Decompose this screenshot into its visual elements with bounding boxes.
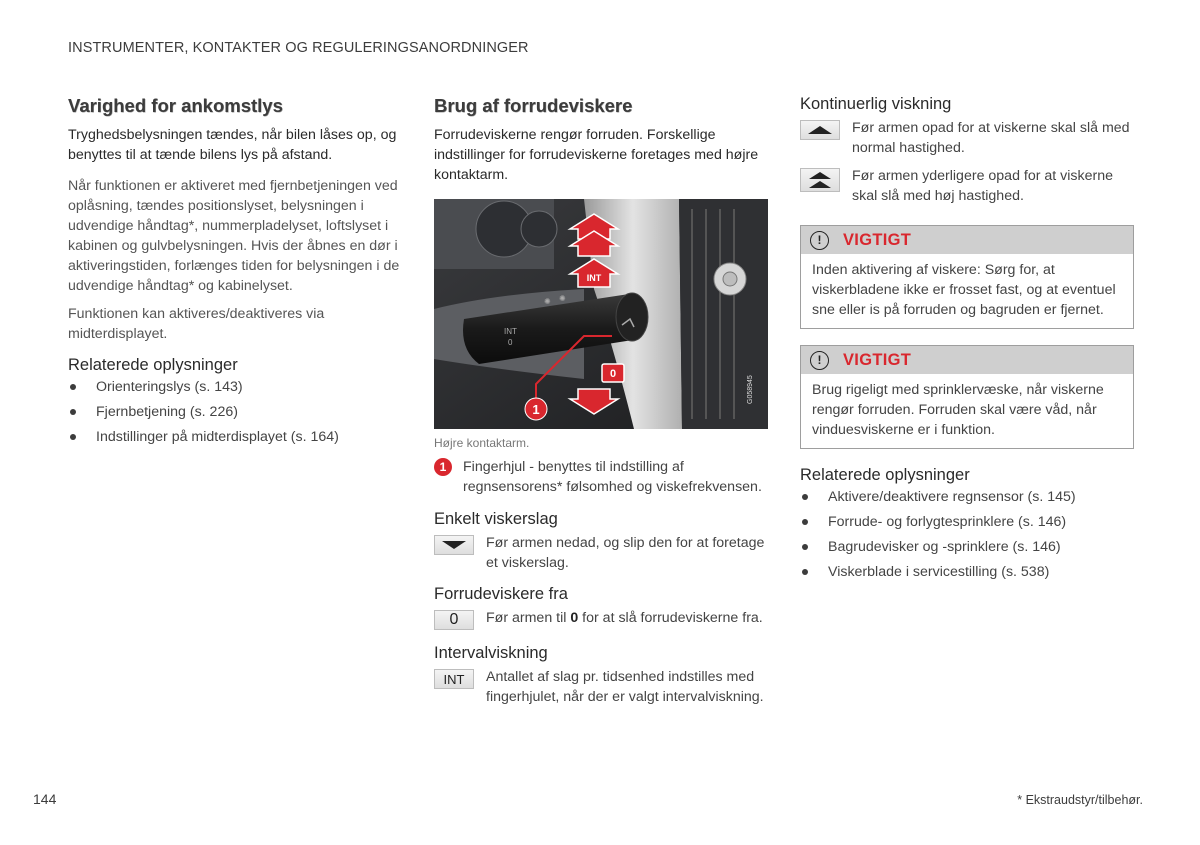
wiper-stalk-illustration — [434, 199, 768, 429]
svg-text:✺: ✺ — [559, 294, 566, 303]
photo-callout-number: 1 — [532, 402, 540, 417]
warning-title: VIGTIGT — [843, 230, 912, 249]
svg-text:INT: INT — [504, 327, 517, 336]
related-heading: Relaterede oplysninger — [68, 356, 238, 374]
column-continuous — [800, 95, 1134, 587]
normal-speed-row — [800, 118, 1134, 158]
column-wipers — [434, 95, 769, 707]
normal-speed-text: Før armen opad for at viskerne skal slå med normal hastighed. — [852, 120, 1130, 156]
warning-header — [801, 226, 1133, 254]
related-link[interactable]: Aktivere/deaktivere regnsensor (s. 145) — [800, 487, 1134, 507]
wiper-off-row — [434, 608, 769, 632]
section-heading: Brug af forrudeviskere — [434, 95, 633, 116]
lead-paragraph: Tryghedsbelysningen tændes, når bilen låses op, og benyttes til at tænde bilens lys på afstand. — [68, 127, 397, 163]
svg-text:0: 0 — [508, 338, 513, 347]
warning-box — [800, 345, 1134, 449]
callout-text: Fingerhjul - benyttes til indstilling af regnsensorens* følsomhed og viskefrekvensen. — [463, 459, 762, 495]
image-code: G058945 — [747, 375, 754, 404]
zero-symbol: 0 — [434, 610, 474, 630]
callout-number: 1 — [434, 458, 452, 476]
warning-text: Inden aktivering af viskere: Sørg for, at viskerbladene ikke er frosset fast, og at eventuel sne eller is på forruden og bagruden er fjernet. — [812, 262, 1116, 318]
single-wipe-text: Før armen nedad, og slip den for at foretage et viskerslag. — [486, 535, 765, 571]
related-list — [800, 487, 1134, 582]
lead-paragraph: Forrudeviskerne rengør forruden. Forskellige indstillinger for forrudeviskerne foretages med højre kontaktarm. — [434, 127, 759, 183]
wiper-off-heading: Forrudeviskere fra — [434, 585, 568, 603]
related-link[interactable]: Orienteringslys (s. 143) — [68, 377, 403, 397]
related-link[interactable]: Bagrudevisker og -sprinklere (s. 146) — [800, 537, 1134, 557]
svg-text:✺: ✺ — [544, 297, 551, 306]
footnote: * Ekstraudstyr/tilbehør. — [1017, 793, 1143, 807]
warning-header — [801, 346, 1133, 374]
wiper-off-text: Før armen til 0 for at slå forrudeviskerne fra. — [486, 610, 763, 626]
callout-item — [434, 457, 769, 497]
body-paragraph: Funktionen kan aktiveres/deaktiveres via midterdisplayet. — [68, 306, 325, 342]
related-link[interactable]: Viskerblade i servicestilling (s. 538) — [800, 562, 1134, 582]
single-wipe-heading: Enkelt viskerslag — [434, 510, 558, 528]
related-link[interactable]: Forrude- og forlygtesprinklere (s. 146) — [800, 512, 1134, 532]
high-speed-text: Før armen yderligere opad for at viskerne skal slå med høj hastighed. — [852, 168, 1114, 204]
body-paragraph: Når funktionen er aktiveret med fjernbetjeningen ved oplåsning, tændes positionslyset, belysningen i udvendige håndtag*, nummerpladelyset, loftslyset i kabinen og gulvbelysningen. Hvis der åbnes en dør i aktiveringstiden, forlænges tiden for belysningen i de udvendige håndtag* og kabinelyset. — [68, 178, 400, 294]
int-label: INT — [586, 273, 602, 283]
related-heading: Relaterede oplysninger — [800, 466, 970, 484]
interval-heading: Intervalviskning — [434, 644, 548, 662]
zero-label: 0 — [609, 368, 617, 380]
single-wipe-row — [434, 533, 769, 573]
double-chevron-up-icon — [807, 171, 833, 189]
int-symbol: INT — [434, 669, 474, 689]
warning-box — [800, 225, 1134, 329]
exclamation-icon: ! — [810, 351, 829, 370]
column-arrival-light — [68, 95, 403, 452]
interval-text: Antallet af slag pr. tidsenhed indstilles med fingerhjulet, når der er valgt intervalviskning. — [486, 669, 764, 705]
high-speed-row — [800, 166, 1134, 206]
interval-row — [434, 667, 769, 707]
related-link[interactable]: Indstillinger på midterdisplayet (s. 164) — [68, 427, 403, 447]
warning-title: VIGTIGT — [843, 350, 912, 369]
continuous-heading: Kontinuerlig viskning — [800, 95, 952, 113]
chevron-up-icon — [807, 125, 833, 135]
exclamation-icon: ! — [810, 231, 829, 250]
arrow-up-symbol — [800, 120, 840, 140]
wiper-stalk-photo — [434, 199, 768, 429]
section-heading: Varighed for ankomstlys — [68, 95, 283, 116]
running-head: INSTRUMENTER, KONTAKTER OG REGULERINGSANORDNINGER — [68, 40, 529, 56]
warning-text: Brug rigeligt med sprinklervæske, når viskerne rengør forruden. Forruden skal være våd, når vinduesviskerne er i funktion. — [812, 382, 1104, 438]
related-list — [68, 377, 403, 447]
page-number: 144 — [33, 791, 57, 807]
chevron-down-icon — [441, 540, 467, 550]
arrow-down-symbol — [434, 535, 474, 555]
related-link[interactable]: Fjernbetjening (s. 226) — [68, 402, 403, 422]
figure-caption: Højre kontaktarm. — [434, 436, 530, 450]
double-arrow-up-symbol — [800, 168, 840, 192]
